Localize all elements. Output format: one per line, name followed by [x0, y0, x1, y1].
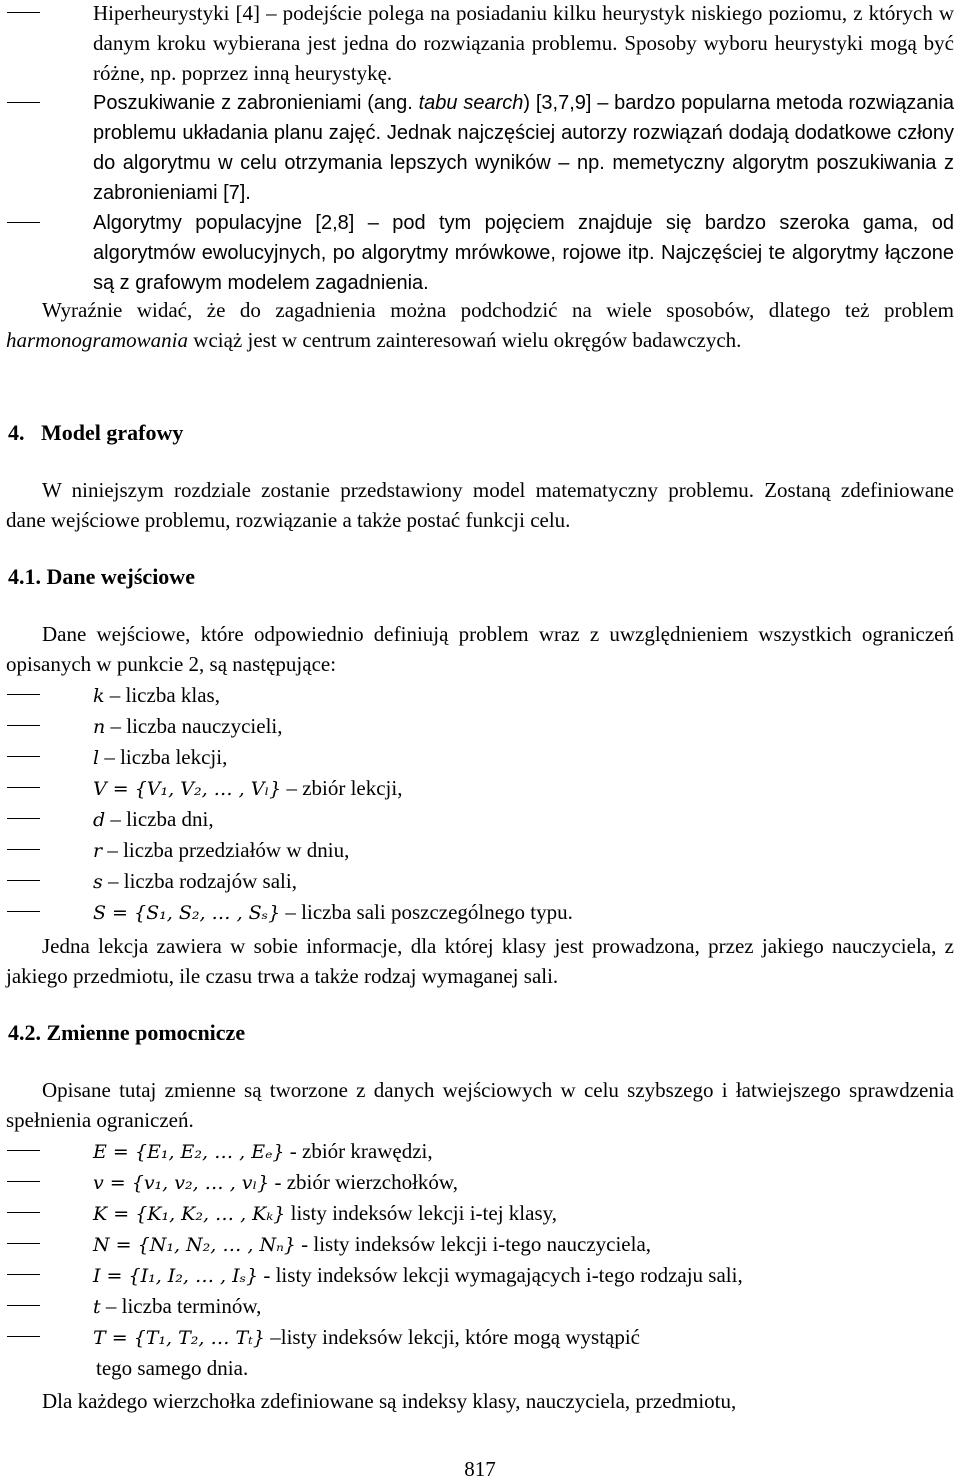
list-item — [6, 88, 954, 208]
list-item-text: – liczba nauczycieli, — [105, 714, 283, 738]
list-item — [6, 1198, 954, 1229]
paragraph-block — [6, 296, 954, 355]
list-item — [6, 773, 954, 804]
math-expression: E = {E₁, E₂, … , Eₑ} — [93, 1141, 285, 1163]
section-4-heading-block — [8, 418, 954, 447]
section-42-intro-block — [6, 1076, 954, 1135]
subsection-intro: Opisane tutaj zmienne są tworzone z danych wejściowych w celu szybszego i łatwiejszego sprawdzenia spełnienia ograniczeń. — [6, 1078, 954, 1132]
auxiliary-variables-list-block — [6, 1136, 954, 1383]
list-item-text: – liczba terminów, — [100, 1294, 262, 1318]
list-item — [6, 680, 954, 711]
page-number: 817 — [464, 1457, 496, 1481]
input-data-list — [6, 680, 954, 928]
top-bullet-list-block — [6, 0, 954, 298]
list-item — [6, 1167, 954, 1198]
bullet-text: Algorytmy populacyjne [2,8] – pod tym pojęciem znajduje się bardzo szeroka gama, od algorytmów ewolucyjnych, po algorytmy mrówkowe, rojowe itp. Najczęściej te algorytmy łączone są z grafowym modelem zagadnienia. — [93, 212, 954, 294]
list-item — [6, 897, 954, 928]
math-expression: s — [93, 871, 103, 893]
subsection-heading: 4.1. Dane wejściowe — [8, 564, 195, 589]
list-item — [6, 742, 954, 773]
list-continuation: tego samego dnia. — [96, 1356, 249, 1380]
paragraph-text: wciąż jest w centrum zainteresowań wielu okręgów badawczych. — [188, 327, 742, 352]
paragraph — [6, 296, 954, 355]
list-item — [6, 835, 954, 866]
list-item-text: - listy indeksów lekcji wymagających i-tego rodzaju sali, — [258, 1263, 743, 1287]
list-item-text: – liczba lekcji, — [99, 745, 228, 769]
list-item — [6, 866, 954, 897]
subsection-outro: Jedna lekcja zawiera w sobie informacje, dla której klasy jest prowadzona, przez jakiego nauczyciela, z jakiego przedmiotu, ile czasu trwa a także rodzaj wymaganej sali. — [6, 934, 954, 988]
subsection-outro: Dla każdego wierzchołka zdefiniowane są indeksy klasy, nauczyciela, przedmiotu, — [42, 1389, 737, 1413]
section-42-heading-block — [8, 1018, 954, 1047]
paragraph-italic: harmonogramowania — [6, 327, 189, 352]
list-item — [6, 711, 954, 742]
list-item-text: - zbiór wierzchołków, — [269, 1170, 458, 1194]
section-42-outro-block — [6, 1387, 954, 1417]
section-41-intro-block — [6, 620, 954, 679]
section-intro: W niniejszym rozdziale zostanie przedstawiony model matematyczny problemu. Zostaną zdefiniowane dane wejściowe problemu, rozwiązanie a także postać funkcji celu. — [6, 478, 954, 532]
auxiliary-variables-list — [6, 1136, 954, 1353]
list-item — [6, 1291, 954, 1322]
list-item-text: –listy indeksów lekcji, które mogą wystąpić — [264, 1325, 641, 1349]
section-41-heading-block — [8, 562, 954, 591]
math-expression: n — [93, 716, 106, 738]
list-item — [6, 1260, 954, 1291]
list-item-text: – liczba rodzajów sali, — [102, 869, 297, 893]
list-item-text: – liczba przedziałów w dniu, — [102, 838, 350, 862]
list-item-text: - listy indeksów lekcji i-tego nauczyciela, — [295, 1232, 652, 1256]
math-expression: S = {S₁, S₂, … , Sₛ} — [93, 902, 281, 924]
list-item — [6, 1322, 954, 1353]
list-item — [6, 0, 954, 88]
math-expression: N = {N₁, N₂, … , Nₙ} — [93, 1234, 296, 1256]
math-expression: I = {I₁, I₂, … , Iₛ} — [93, 1265, 259, 1287]
list-item-text: listy indeksów lekcji i-tej klasy, — [285, 1201, 558, 1225]
section-41-outro-block — [6, 932, 954, 991]
list-item — [6, 208, 954, 298]
bullet-text: Hiperheurystyki [4] – podejście polega na posiadaniu kilku heurystyk niskiego poziomu, z których w danym kroku wybierana jest jedna do rozwiązania problemu. Sposoby wyboru heurystyki mogą być różne, np. poprzez inną heurystykę. — [93, 1, 954, 85]
list-item-text: – zbiór lekcji, — [281, 776, 403, 800]
bullet-text: Poszukiwanie z zabronieniami (ang. — [93, 92, 419, 114]
list-item-text: – liczba dni, — [105, 807, 214, 831]
bullet-text: ) [3,7,9] – bardzo popularna metoda rozwiązania problemu układania planu zajęć. Jednak najczęściej autorzy rozwiązań dodają dodatkowe człony do algorytmu w celu otrzymania lepszych wyników – np. memetyczny algorytm poszukiwania z zabronieniami [7]. — [93, 92, 955, 204]
paragraph-text: Wyraźnie widać, że do zagadnienia można podchodzić na wiele sposobów, dlatego też problem — [42, 298, 954, 322]
math-expression: r — [93, 840, 103, 862]
list-item — [6, 1229, 954, 1260]
math-expression: t — [93, 1296, 101, 1318]
math-expression: k — [93, 685, 105, 707]
math-expression: T = {T₁, T₂, … Tₜ} — [93, 1327, 265, 1349]
math-expression: K = {K₁, K₂, … , Kₖ} — [93, 1203, 286, 1225]
list-item — [6, 804, 954, 835]
list-item — [6, 1136, 954, 1167]
subsection-intro: Dane wejściowe, które odpowiednio definiują problem wraz z uwzględnieniem wszystkich ograniczeń opisanych w punkcie 2, są następujące: — [6, 622, 954, 676]
subsection-heading: 4.2. Zmienne pomocnicze — [8, 1020, 246, 1045]
list-item-text: - zbiór krawędzi, — [284, 1139, 433, 1163]
math-expression: l — [93, 747, 100, 769]
bullet-italic: tabu search — [418, 92, 524, 114]
top-bullet-list — [6, 0, 954, 298]
math-expression: v = {v₁, v₂, … , vₗ} — [93, 1172, 270, 1194]
section-heading: 4. Model grafowy — [8, 420, 184, 445]
input-data-list-block — [6, 680, 954, 928]
math-expression: d — [93, 809, 106, 831]
list-item-text: – liczba sali poszczególnego typu. — [280, 900, 573, 924]
section-4-intro-block — [6, 476, 954, 535]
math-expression: V = {V₁, V₂, … , Vₗ} — [93, 778, 282, 800]
list-item-text: – liczba klas, — [104, 683, 220, 707]
